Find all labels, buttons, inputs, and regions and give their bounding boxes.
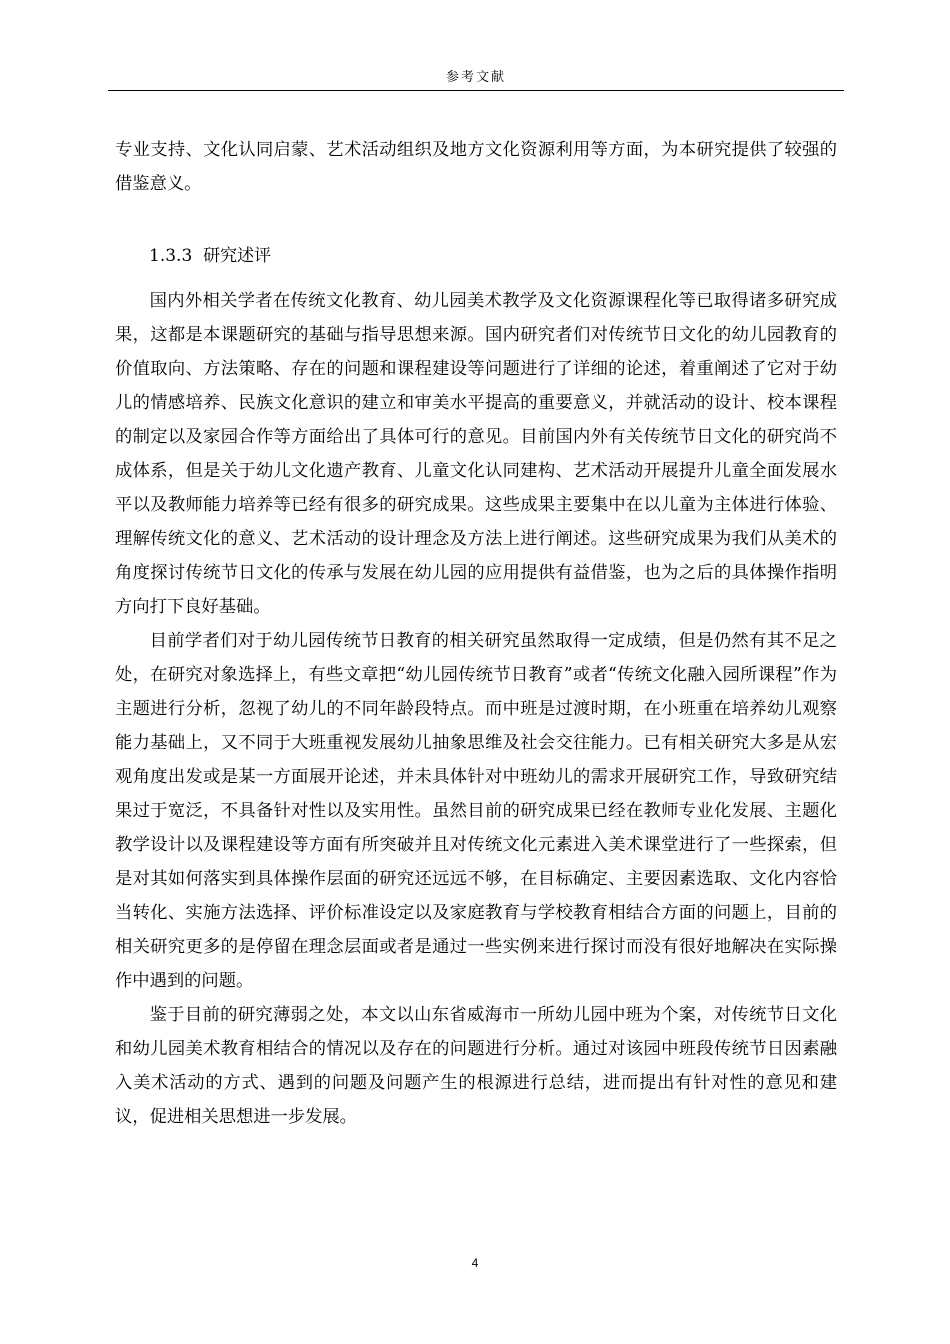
document-body bbox=[115, 133, 837, 1134]
section-number: 1.3.3 bbox=[149, 246, 193, 266]
header-title: 参考文献 bbox=[445, 70, 506, 85]
page-number: 4 bbox=[471, 1256, 479, 1270]
continuation-paragraph: 专业支持、文化认同启蒙、艺术活动组织及地方文化资源利用等方面，为本研究提供了较强的借鉴意义。 bbox=[115, 140, 837, 194]
page-header bbox=[108, 66, 844, 91]
paragraph-1: 国内外相关学者在传统文化教育、幼儿园美术教学及文化资源课程化等已取得诸多研究成果，这都是本课题研究的基础与指导思想来源。国内研究者们对传统节日文化的幼儿园教育的价值取向、方法策略、存在的问题和课程建设等问题进行了详细的论述，着重阐述了它对于幼儿的情感培养、民族文化意识的建立和审美水平提高的重要意义，并就活动的设计、校本课程的制定以及家园合作等方面给出了具体可行的意见。目前国内外有关传统节日文化的研究尚不成体系，但是关于幼儿文化遗产教育、儿童文化认同建构、艺术活动开展提升儿童全面发展水平以及教师能力培养等已经有很多的研究成果。这些成果主要集中在以儿童为主体进行体验、理解传统文化的意义、艺术活动的设计理念及方法上进行阐述。这些研究成果为我们从美术的角度探讨传统节日文化的传承与发展在幼儿园的应用提供有益借鉴，也为之后的具体操作指明方向打下良好基础。 bbox=[115, 291, 837, 617]
paragraph-2: 目前学者们对于幼儿园传统节日教育的相关研究虽然取得一定成绩，但是仍然有其不足之处，在研究对象选择上，有些文章把“幼儿园传统节日教育”或者“传统文化融入园所课程”作为主题进行分析，忽视了幼儿的不同年龄段特点。而中班是过渡时期，在小班重在培养幼儿观察能力基础上，又不同于大班重视发展幼儿抽象思维及社会交往能力。已有相关研究大多是从宏观角度出发或是某一方面展开论述，并未具体针对中班幼儿的需求开展研究工作，导致研究结果过于宽泛，不具备针对性以及实用性。虽然目前的研究成果已经在教师专业化发展、主题化教学设计以及课程建设等方面有所突破并且对传统文化元素进入美术课堂进行了一些探索，但是对其如何落实到具体操作层面的研究还远远不够，在目标确定、主要因素选取、文化内容恰当转化、实施方法选择、评价标准设定以及家庭教育与学校教育相结合方面的问题上，目前的相关研究更多的是停留在理念层面或者是通过一些实例来进行探讨而没有很好地解决在实际操作中遇到的问题。 bbox=[115, 631, 837, 991]
paragraph-3: 鉴于目前的研究薄弱之处，本文以山东省威海市一所幼儿园中班为个案，对传统节日文化和幼儿园美术教育相结合的情况以及存在的问题进行分析。通过对该园中班段传统节日因素融入美术活动的方式、遇到的问题及问题产生的根源进行总结，进而提出有针对性的意见和建议，促进相关思想进一步发展。 bbox=[115, 1005, 837, 1127]
section-heading bbox=[115, 239, 837, 273]
section-title: 研究述评 bbox=[203, 246, 272, 266]
